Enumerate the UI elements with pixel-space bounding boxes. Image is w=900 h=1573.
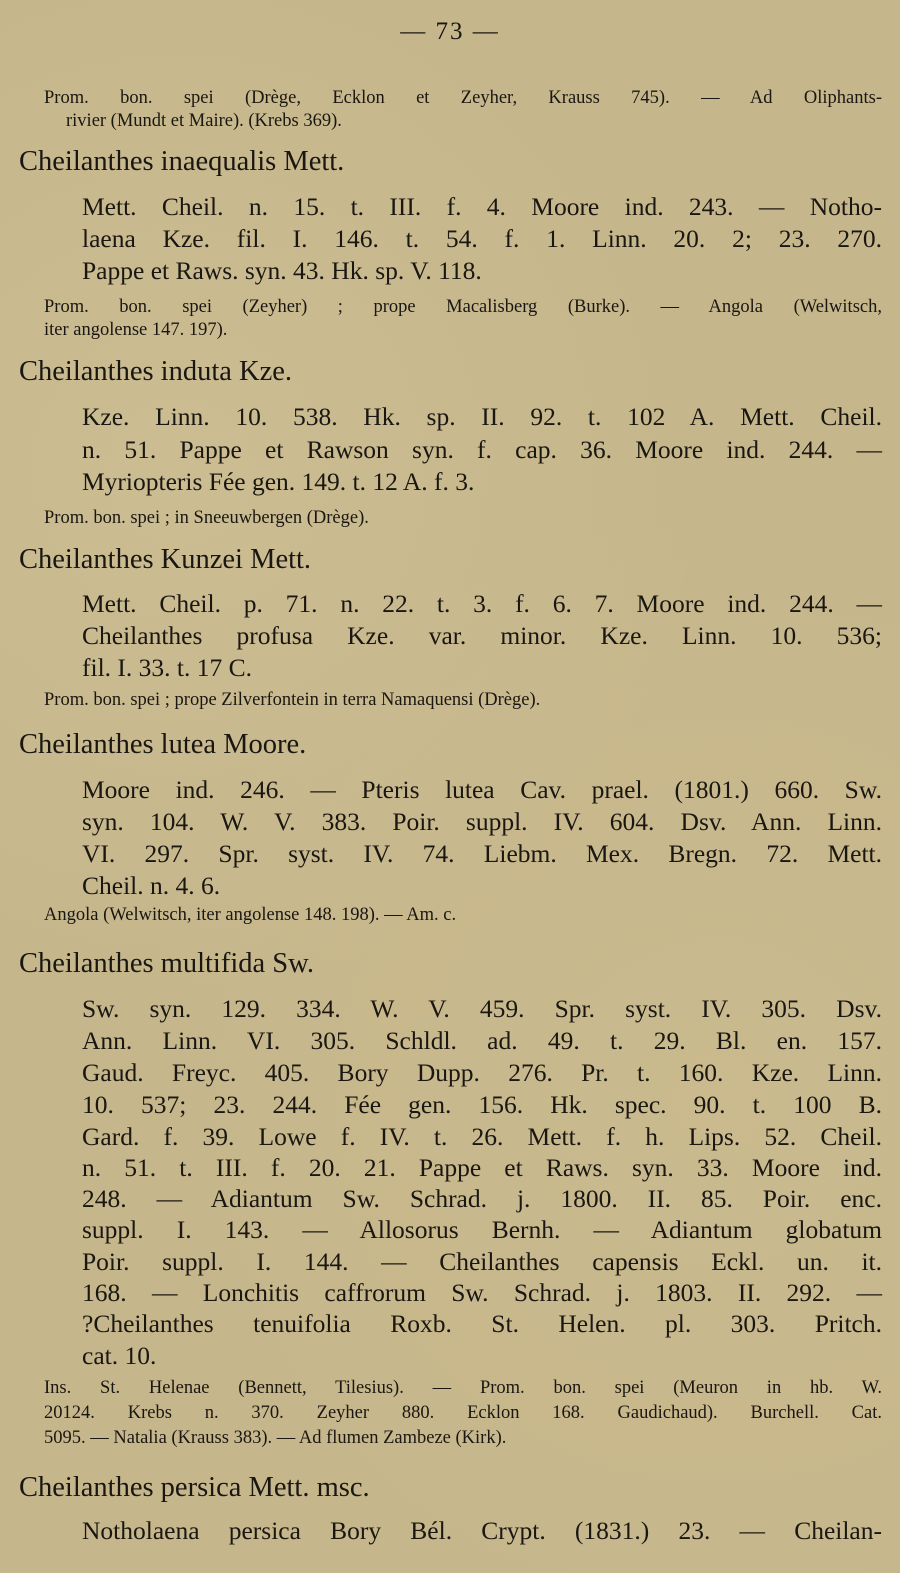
reference-line: Cheilanthes profusa Kze. var. minor. Kze. Linn. 10. 536; (82, 621, 882, 650)
reference-line: Moore ind. 246. — Pteris lutea Cav. prael. (1801.) 660. Sw. (82, 775, 882, 804)
reference-line: Mett. Cheil. n. 15. t. III. f. 4. Moore ind. 243. — Notho- (82, 192, 882, 221)
species-heading-multifida: Cheilanthes multifida Sw. (19, 948, 314, 979)
reference-line: n. 51. t. III. f. 20. 21. Pappe et Raws. syn. 33. Moore ind. (82, 1153, 882, 1182)
reference-line: VI. 297. Spr. syst. IV. 74. Liebm. Mex. Bregn. 72. Mett. (82, 839, 882, 868)
distribution-line: rivier (Mundt et Maire). (Krebs 369). (66, 111, 342, 131)
reference-line: suppl. I. 143. — Allosorus Bernh. — Adiantum globatum (82, 1215, 882, 1244)
species-heading-persica: Cheilanthes persica Mett. msc. (19, 1472, 370, 1503)
reference-line: Kze. Linn. 10. 538. Hk. sp. II. 92. t. 102 A. Mett. Cheil. (82, 402, 882, 431)
page-number: — 73 — (400, 18, 500, 45)
reference-line: ?Cheilanthes tenuifolia Roxb. St. Helen. pl. 303. Pritch. (82, 1309, 882, 1338)
distribution-line: iter angolense 147. 197). (44, 320, 228, 340)
distribution-line: Prom. bon. spei ; prope Zilverfontein in terra Namaquensi (Drège). (44, 690, 541, 710)
species-heading-lutea: Cheilanthes lutea Moore. (19, 729, 307, 760)
reference-line: Sw. syn. 129. 334. W. V. 459. Spr. syst. IV. 305. Dsv. (82, 994, 882, 1023)
distribution-line: 5095. — Natalia (Krauss 383). — Ad flumen Zambeze (Kirk). (44, 1428, 507, 1448)
reference-line: 10. 537; 23. 244. Fée gen. 156. Hk. spec. 90. t. 100 B. (82, 1090, 882, 1119)
reference-line: laena Kze. fil. I. 146. t. 54. f. 1. Linn. 20. 2; 23. 270. (82, 224, 882, 253)
reference-line: fil. I. 33. t. 17 C. (82, 653, 252, 682)
distribution-line: 20124. Krebs n. 370. Zeyher 880. Ecklon 168. Gaudichaud). Burchell. Cat. (44, 1403, 882, 1423)
reference-line: Gaud. Freyc. 405. Bory Dupp. 276. Pr. t. 160. Kze. Linn. (82, 1058, 882, 1087)
reference-line: Ann. Linn. VI. 305. Schldl. ad. 49. t. 29. Bl. en. 157. (82, 1026, 882, 1055)
reference-line: cat. 10. (82, 1341, 157, 1370)
reference-line: Mett. Cheil. p. 71. n. 22. t. 3. f. 6. 7. Moore ind. 244. — (82, 589, 882, 618)
species-heading-kunzei: Cheilanthes Kunzei Mett. (19, 544, 312, 575)
reference-line: 248. — Adiantum Sw. Schrad. j. 1800. II. 85. Poir. enc. (82, 1184, 882, 1213)
reference-line: 168. — Lonchitis caffrorum Sw. Schrad. j. 1803. II. 292. — (82, 1278, 882, 1307)
reference-line: Myriopteris Fée gen. 149. t. 12 A. f. 3. (82, 467, 475, 496)
reference-line: Pappe et Raws. syn. 43. Hk. sp. V. 118. (82, 256, 482, 285)
reference-line: n. 51. Pappe et Rawson syn. f. cap. 36. Moore ind. 244. — (82, 435, 882, 464)
reference-line: Cheil. n. 4. 6. (82, 871, 221, 900)
distribution-line: Prom. bon. spei (Zeyher) ; prope Macalisberg (Burke). — Angola (Welwitsch, (44, 297, 882, 317)
species-heading-inaequalis: Cheilanthes inaequalis Mett. (19, 146, 345, 177)
distribution-line: Prom. bon. spei (Drège, Ecklon et Zeyher, Krauss 745). — Ad Oliphants- (44, 88, 882, 108)
reference-line: Gard. f. 39. Lowe f. IV. t. 26. Mett. f. h. Lips. 52. Cheil. (82, 1122, 882, 1151)
reference-line: syn. 104. W. V. 383. Poir. suppl. IV. 604. Dsv. Ann. Linn. (82, 807, 882, 836)
reference-line: Notholaena persica Bory Bél. Crypt. (1831.) 23. — Cheilan- (82, 1516, 882, 1545)
distribution-line: Angola (Welwitsch, iter angolense 148. 198). — Am. c. (44, 905, 457, 925)
distribution-line: Prom. bon. spei ; in Sneeuwbergen (Drège). (44, 508, 369, 528)
reference-line: Poir. suppl. I. 144. — Cheilanthes capensis Eckl. un. it. (82, 1247, 882, 1276)
distribution-line: Ins. St. Helenae (Bennett, Tilesius). — Prom. bon. spei (Meuron in hb. W. (44, 1378, 882, 1398)
species-heading-induta: Cheilanthes induta Kze. (19, 356, 293, 387)
